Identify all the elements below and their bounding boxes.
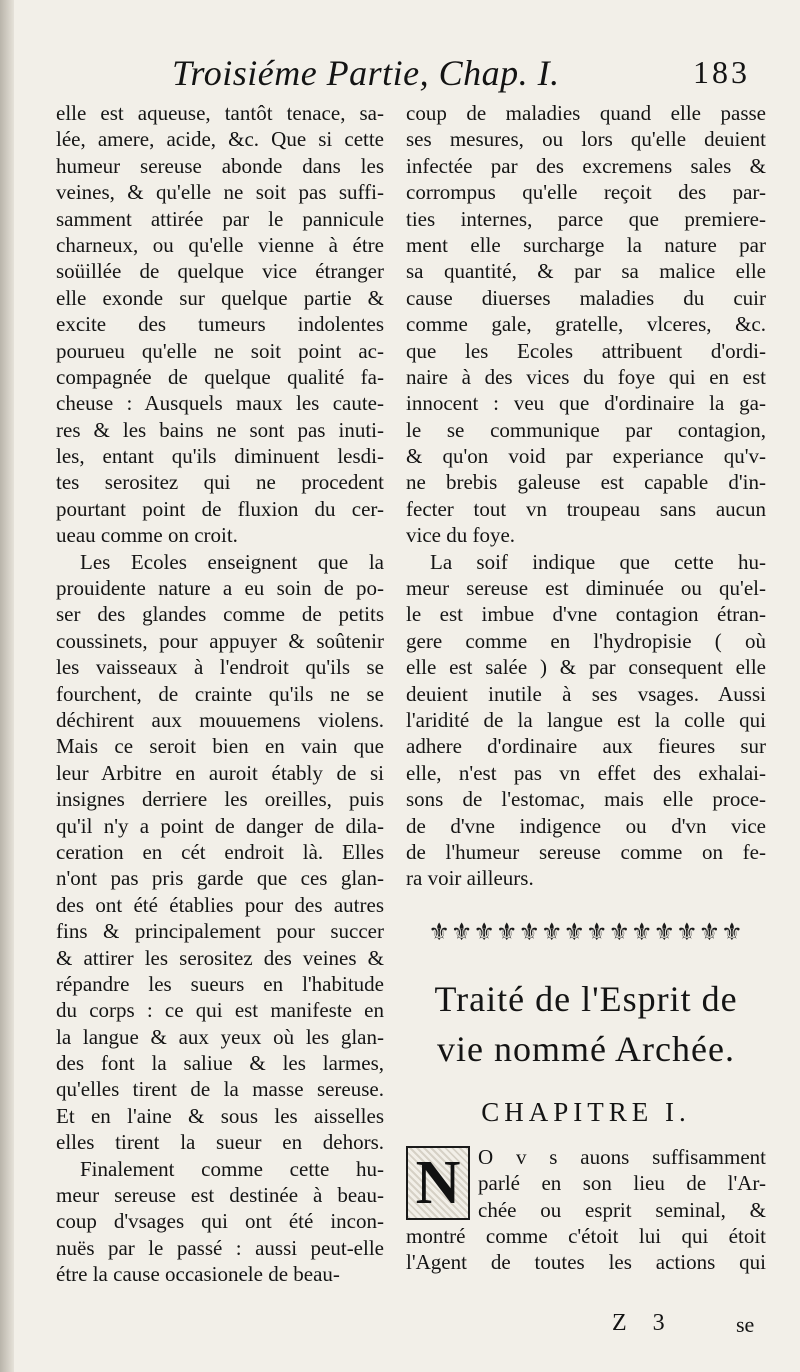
text-line: Mais ce seroit bien en vain que xyxy=(56,734,384,759)
left-column xyxy=(56,100,384,1288)
text-line: cause diuerses maladies du cuir xyxy=(406,285,766,310)
text-line: excite des tumeurs indolentes xyxy=(56,312,384,337)
text-line: l'Agent de toutes les actions qui xyxy=(406,1250,766,1275)
text-line: l'aridité de la langue est la colle qui xyxy=(406,707,766,732)
chapter-heading: CHAPITRE I. xyxy=(481,1096,691,1127)
text-line: Les Ecoles enseignent que la xyxy=(80,549,384,574)
text-line: déchirent aux mouuemens violens. xyxy=(56,707,384,732)
text-line: deuient inutile à ses vsages. Aussi xyxy=(406,681,766,706)
text-line: les, entant qu'ils diminuent lesdi- xyxy=(56,444,384,469)
text-line: La soif indique que cette hu- xyxy=(430,549,766,574)
text-line: coussinets, pour appuyer & soûtenir xyxy=(56,628,384,653)
text-line: veines, & qu'elle ne soit pas suffi- xyxy=(56,180,384,205)
text-line: ceration en cét endroit là. Elles xyxy=(56,839,384,864)
text-line: ra voir ailleurs. xyxy=(406,866,534,891)
text-line: coup de maladies quand elle passe xyxy=(406,101,766,125)
text-line: ser des glandes comme de petits xyxy=(56,602,384,627)
catchword: se xyxy=(736,1312,755,1337)
text-line: n'ont pas pris garde que ces glan- xyxy=(56,866,384,891)
text-line: des ont été établies pour des autres xyxy=(56,892,384,917)
text-line: elle est salée ) & par consequent elle xyxy=(406,655,766,680)
text-line: de d'vne indigence ou d'vn vice xyxy=(406,813,766,838)
text-line: ne brebis galeuse est capable d'in- xyxy=(406,470,766,495)
fleuron-ornament: ⚜⚜⚜⚜⚜⚜⚜⚜⚜⚜⚜⚜⚜⚜ xyxy=(428,919,744,946)
scan-edge-shadow xyxy=(0,0,14,1372)
section-title-line-2: vie nommé Archée. xyxy=(437,1028,735,1069)
text-line: elle exonde sur quelque partie & xyxy=(56,285,384,310)
text-line: Et en l'aine & sous les aisselles xyxy=(56,1103,384,1128)
page-header xyxy=(160,52,750,100)
text-line: meur sereuse est destinée à beau- xyxy=(56,1183,384,1208)
text-line: innocent : veu que d'ordinaire la ga- xyxy=(406,391,766,416)
text-line: O v s auons suffisamment xyxy=(478,1144,766,1169)
drop-cap-initial xyxy=(406,1146,470,1220)
text-line: du corps : ce qui est manifeste en xyxy=(56,998,384,1023)
text-line: res & les bains ne sont pas inuti- xyxy=(56,417,384,442)
text-line: infectée par des excremens sales & xyxy=(406,153,766,178)
page-number: 183 xyxy=(693,54,750,90)
text-line: la langue & aux yeux où les glan- xyxy=(56,1024,384,1049)
text-line: meur sereuse est diminuée ou qu'el- xyxy=(406,576,766,601)
section-title xyxy=(406,974,766,1074)
text-line: ses mesures, ou lors qu'elle deuient xyxy=(406,127,766,152)
text-line: parlé en son lieu de l'Ar- xyxy=(478,1171,766,1196)
text-line: sa quantité, & par sa malice elle xyxy=(406,259,766,284)
text-line: prouidente nature a eu soin de po- xyxy=(56,576,384,601)
text-line: pourueu qu'elle ne soit point ac- xyxy=(56,338,384,363)
text-line: chée ou esprit seminal, & xyxy=(478,1197,766,1222)
text-line: elle, n'est pas vn effet des exhalai- xyxy=(406,760,766,785)
text-line: sons de l'estomac, mais elle proce- xyxy=(406,787,766,812)
text-line: répandre les sueurs en l'habitude xyxy=(56,971,384,996)
text-line: fourchent, de crainte qu'ils ne se xyxy=(56,681,384,706)
text-line: naire à des vices du foye qui en est xyxy=(406,364,766,389)
text-line: ueau comme on croit. xyxy=(56,523,238,548)
text-line: qu'il n'y a point de danger de dila- xyxy=(56,813,384,838)
text-line: humeur sereuse abonde dans les xyxy=(56,153,384,178)
text-line: compagnée de quelque qualité fa- xyxy=(56,364,384,389)
text-line: & qu'on void par experiance qu'v- xyxy=(406,444,766,469)
drop-cap-letter: N xyxy=(415,1148,461,1217)
text-line: étre la cause occasionele de beau- xyxy=(56,1262,340,1287)
text-line: vice du foye. xyxy=(406,523,516,548)
text-line: que les Ecoles attribuent d'ordi- xyxy=(406,338,766,363)
text-line: ment elle surcharge la nature par xyxy=(406,232,766,257)
text-line: fecter tout vn troupeau sans aucun xyxy=(406,496,766,521)
text-line: soüillée de quelque vice étranger xyxy=(56,259,384,284)
text-line: montré comme c'étoit lui qui étoit xyxy=(406,1223,766,1248)
text-line: nuës par le passé : aussi peut-elle xyxy=(56,1235,384,1260)
printer-signature-mark: Z 3 xyxy=(612,1310,675,1336)
text-line: cheuse : Ausquels maux les caute- xyxy=(56,391,384,416)
text-line: adhere d'ordinaire aux fieures sur xyxy=(406,734,766,759)
text-line: insignes derriere les oreilles, puis xyxy=(56,787,384,812)
text-line: coup d'vsages qui ont été incon- xyxy=(56,1209,384,1234)
text-line: des font la saliue & les larmes, xyxy=(56,1051,384,1076)
text-line: elles tirent la sueur en dehors. xyxy=(56,1130,384,1155)
text-line: qu'elles tirent de la masse sereuse. xyxy=(56,1077,384,1102)
section-title-line-1: Traité de l'Esprit de xyxy=(434,978,738,1019)
text-line: tes serositez qui ne procedent xyxy=(56,470,384,495)
text-line: charneux, ou qu'elle vienne à étre xyxy=(56,232,384,257)
text-line: pourtant point de fluxion du cer- xyxy=(56,496,384,521)
right-column-text xyxy=(406,100,766,892)
text-line: elle est aqueuse, tantôt tenace, sa- xyxy=(56,101,384,125)
text-line: samment attirée par le pannicule xyxy=(56,206,384,231)
text-line: comme gale, gratelle, vlceres, &c. xyxy=(406,312,766,337)
text-line: lée, amere, acide, &c. Que si cette xyxy=(56,127,384,152)
text-line: de l'humeur sereuse comme on fe- xyxy=(406,839,766,864)
text-line: leur Arbitre en auroit étably de si xyxy=(56,760,384,785)
text-line: Finalement comme cette hu- xyxy=(80,1156,384,1181)
text-line: le est imbue d'vne contagion étran- xyxy=(406,602,766,627)
text-line: corrompus qu'elle reçoit des par- xyxy=(406,180,766,205)
text-line: gere comme en l'hydropisie ( où xyxy=(406,628,766,653)
chapter-body xyxy=(406,1144,766,1276)
text-line: ties internes, parce que premiere- xyxy=(406,206,766,231)
text-line: fins & principalement pour succer xyxy=(56,919,384,944)
text-line: les vaisseaux à l'endroit qu'ils se xyxy=(56,655,384,680)
text-line: le se communique par contagion, xyxy=(406,417,766,442)
running-head: Troisiéme Partie, Chap. I. xyxy=(172,53,560,93)
right-column xyxy=(406,100,766,1276)
text-line: & attirer les serositez des veines & xyxy=(56,945,384,970)
